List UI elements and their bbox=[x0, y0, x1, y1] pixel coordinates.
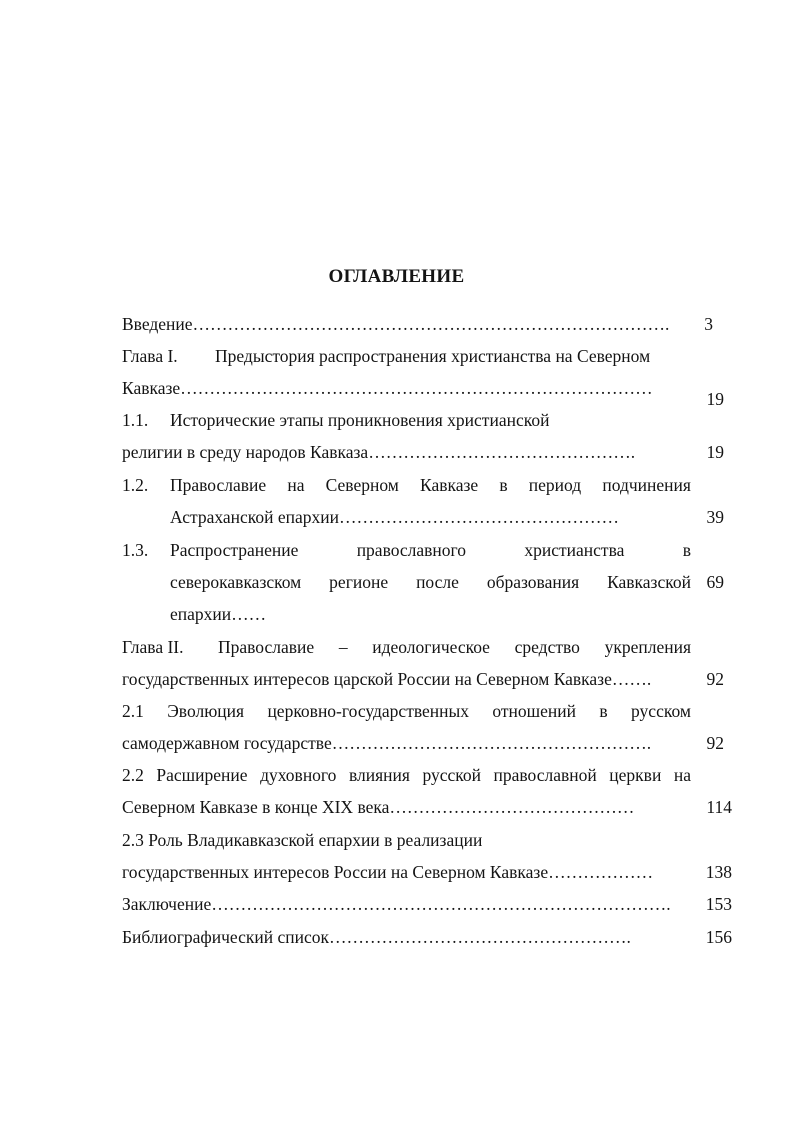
word: Распространение bbox=[170, 540, 299, 560]
toc-section-2-1-title bbox=[122, 700, 691, 722]
word: Северном bbox=[325, 475, 399, 495]
toc-page-section-1-3: 69 bbox=[706, 572, 724, 592]
word: средство bbox=[514, 637, 580, 657]
word: Расширение bbox=[156, 765, 248, 785]
word: церковно-государственных bbox=[267, 701, 470, 721]
word: русском bbox=[631, 701, 691, 721]
word: 2.1 bbox=[122, 701, 144, 721]
word: северокавказском bbox=[170, 572, 302, 592]
toc-section-1-2-num: 1.2. bbox=[122, 475, 149, 495]
word: после bbox=[416, 572, 459, 592]
toc-page-chapter-2: 92 bbox=[706, 669, 724, 689]
toc-entry-conclusion: Заключение……………………………………………………………………. bbox=[122, 894, 671, 914]
toc-page-intro: 3 bbox=[704, 314, 713, 334]
toc-page-section-1-1: 19 bbox=[706, 442, 724, 462]
toc-section-1-3-num: 1.3. bbox=[122, 540, 149, 560]
word: Кавказской bbox=[607, 572, 691, 592]
word: период bbox=[528, 475, 582, 495]
word: отношений bbox=[492, 701, 577, 721]
toc-page-bibliography: 156 bbox=[705, 927, 732, 947]
word: идеологическое bbox=[372, 637, 490, 657]
word: регионе bbox=[329, 572, 389, 592]
word: русской bbox=[422, 765, 481, 785]
toc-section-1-3-title-cont bbox=[170, 571, 691, 593]
word: влияния bbox=[348, 765, 410, 785]
toc-section-1-1-title: Исторические этапы проникновения христианской bbox=[170, 410, 550, 430]
toc-chapter-2-title-cont: государственных интересов царской России на Северном Кавказе……. bbox=[122, 669, 652, 689]
word: укрепления bbox=[604, 637, 691, 657]
word: церкви bbox=[609, 765, 662, 785]
word: православной bbox=[493, 765, 597, 785]
word: Эволюция bbox=[167, 701, 245, 721]
toc-page-section-2-3: 138 bbox=[705, 862, 732, 882]
toc-section-1-1-num: 1.1. bbox=[122, 410, 149, 430]
toc-page-section-2-2: 114 bbox=[706, 797, 732, 817]
toc-entry-intro: Введение………………………………………………………………………. bbox=[122, 314, 670, 334]
toc-section-1-3-title bbox=[170, 539, 691, 561]
toc-chapter-1-label: Глава I. bbox=[122, 346, 178, 366]
toc-chapter-2-label: Глава II. bbox=[122, 637, 184, 657]
toc-page-chapter-1: 19 bbox=[706, 389, 724, 409]
toc-page-section-2-1: 92 bbox=[706, 733, 724, 753]
word: в bbox=[599, 701, 608, 721]
word: духовного bbox=[260, 765, 337, 785]
toc-section-2-3-title-cont: государственных интересов России на Северном Кавказе……………… bbox=[122, 862, 654, 882]
toc-section-1-1-title-cont: религии в среду народов Кавказа………………………………………. bbox=[122, 442, 636, 462]
toc-section-1-2-title bbox=[170, 474, 691, 496]
word: Православие bbox=[170, 475, 267, 495]
toc-section-2-2-title-cont: Северном Кавказе в конце XIX века…………………………………… bbox=[122, 797, 635, 817]
toc-page-conclusion: 153 bbox=[705, 894, 732, 914]
toc-chapter-2-title bbox=[218, 636, 691, 658]
word: на bbox=[673, 765, 691, 785]
toc-entry-bibliography: Библиографический список……………………………………………. bbox=[122, 927, 631, 947]
toc-section-2-1-title-cont: самодержавном государстве………………………………………………. bbox=[122, 733, 652, 753]
word: Православие bbox=[218, 637, 315, 657]
toc-section-2-2-title bbox=[122, 764, 691, 786]
word: на bbox=[287, 475, 305, 495]
word: православного bbox=[356, 540, 467, 560]
toc-section-1-3-title-end: епархии…… bbox=[170, 604, 267, 624]
word: в bbox=[499, 475, 508, 495]
word: христианства bbox=[524, 540, 625, 560]
toc-title: ОГЛАВЛЕНИЕ bbox=[328, 266, 465, 287]
word: Кавказе bbox=[420, 475, 479, 495]
toc-section-2-3-title: 2.3 Роль Владикавказской епархии в реализации bbox=[122, 830, 483, 850]
word: – bbox=[338, 637, 348, 657]
toc-chapter-1-title-cont: Кавказе……………………………………………………………………… bbox=[122, 378, 653, 398]
word: 2.2 bbox=[122, 765, 144, 785]
word: в bbox=[682, 540, 691, 560]
toc-section-1-2-title-cont: Астраханской епархии………………………………………… bbox=[170, 507, 620, 527]
toc-page-section-1-2: 39 bbox=[706, 507, 724, 527]
word: подчинения bbox=[602, 475, 691, 495]
toc-chapter-1-title: Предыстория распространения христианства на Северном bbox=[215, 346, 651, 366]
word: образования bbox=[486, 572, 580, 592]
